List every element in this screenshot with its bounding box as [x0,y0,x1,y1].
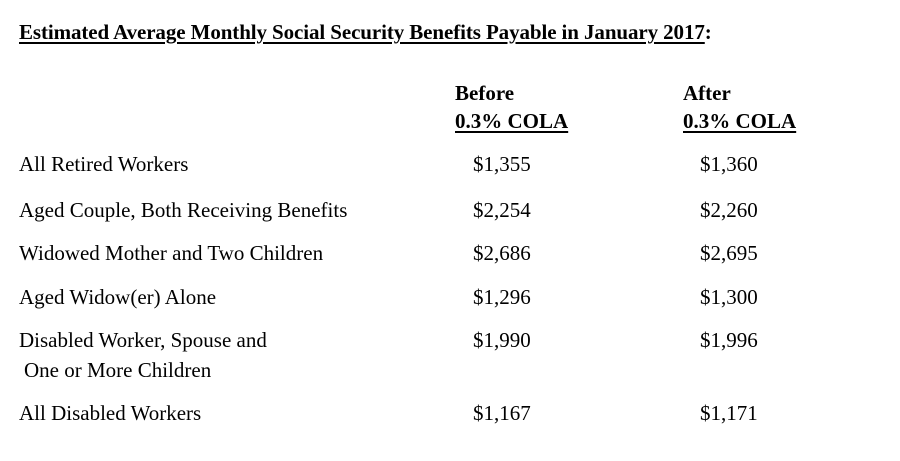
row-label-text: Aged Widow(er) Alone [19,285,217,309]
row-label-text: All Disabled Workers [19,401,202,425]
row-label [19,149,188,179]
row-value-after: $1,300 [700,285,758,309]
row-label [19,325,267,385]
row-value-before: $1,355 [473,152,531,176]
row-label [19,282,216,312]
page-title-text: Estimated Average Monthly Social Security Benefits Payable in January 2017 [19,20,705,44]
row-label-text: Aged Couple, Both Receiving Benefits [19,198,348,222]
row-value-before: $2,254 [473,198,531,222]
row-value-after: $1,171 [700,401,758,425]
row-value-after: $1,360 [700,152,758,176]
page-title-suffix: : [704,20,712,44]
row-value-before: $1,167 [473,401,531,425]
row-value-after: $2,260 [700,198,758,222]
row-value-after: $2,695 [700,241,758,265]
page-title [19,20,712,45]
row-label-text: Widowed Mother and Two Children [19,241,324,265]
row-label-text-line2: One or More Children [24,358,212,382]
row-label [19,238,323,268]
column-header-before-line1: Before [455,81,515,105]
row-label-text: Disabled Worker, Spouse and [19,328,267,352]
row-value-after: $1,996 [700,328,758,352]
column-header-before [455,79,568,135]
row-label-text: All Retired Workers [19,152,189,176]
row-label [19,195,347,225]
row-value-before: $1,990 [473,328,531,352]
column-header-after-line1: After [683,81,731,105]
column-header-after [683,79,796,135]
row-value-before: $2,686 [473,241,531,265]
column-header-after-line2: 0.3% COLA [683,109,797,133]
column-header-before-line2: 0.3% COLA [455,109,569,133]
row-label [19,398,201,428]
row-value-before: $1,296 [473,285,531,309]
